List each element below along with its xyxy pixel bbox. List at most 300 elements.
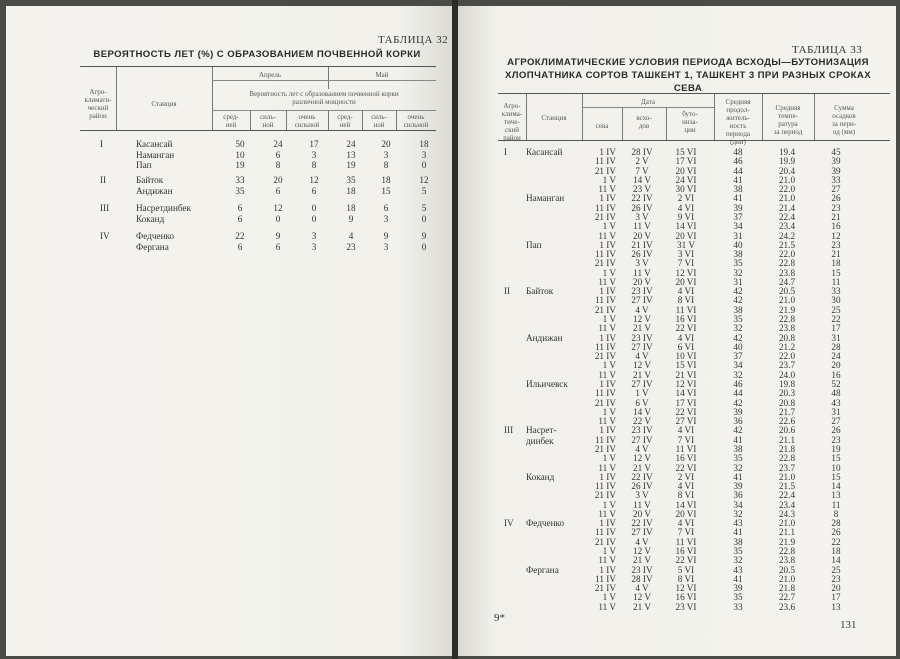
value-cell: 17 [309,139,319,149]
table-cell: 23.7 [778,360,796,371]
table-cell: 41 [733,527,743,538]
table-cell: 31 [733,230,743,241]
station-name: Насрет- динбек [526,425,557,447]
value-cell: 8 [275,160,281,170]
table-cell: 31 [831,332,841,343]
table-cell: 36 [733,490,743,501]
table-cell: 1 IV [599,518,616,529]
table-cell: 12 VI [675,583,697,594]
header-duration: Средняя продол- житель- ность периода (дни) [725,98,751,146]
value-cell: 12 [309,175,319,185]
table-cell: 27 IV [631,341,653,352]
table-cell: 23 IV [631,332,653,343]
table-cell: 20.3 [778,388,796,399]
table-cell: 42 [733,425,743,436]
header-sub-5: силь- ной [371,113,387,129]
table-cell: 11 V [633,221,651,232]
table-cell: 14 VI [675,499,697,510]
table-cell: 20 V [633,508,651,519]
region-label: I [100,139,104,149]
table-32-top-rule [80,66,436,67]
table-33-top-rule [498,93,890,94]
table-cell: 22.8 [778,546,796,557]
table-cell: 11 IV [595,481,616,492]
table-cell: 22.4 [778,211,796,222]
table-cell: 1 IV [599,379,616,389]
table-32-header-rule [80,130,436,131]
table-cell: 1 V [602,592,616,603]
station-name: Ильичевск [526,379,568,389]
station-name: Пап [136,160,152,170]
table-cell: 21 V [633,555,651,566]
table-cell: 27 IV [631,379,653,389]
table-cell: 12 VI [675,267,697,278]
table-cell: 11 IV [595,527,616,538]
table-cell: 22.8 [778,258,796,269]
table-cell: 21 V [633,462,651,473]
table-cell: 7 V [635,165,649,176]
table-cell: 21 IV [594,397,616,408]
table-cell: 43 [733,518,743,529]
table-cell: 41 [733,434,743,445]
station-name: Федченко [136,231,175,241]
table-cell: 3 V [635,211,649,222]
value-cell: 9 [383,231,389,241]
value-cell: 3 [421,149,427,160]
table-cell: 16 [831,221,841,232]
header-region: Агро- клима- тиче- ский район [501,102,523,142]
value-cell: 8 [311,160,317,170]
value-cell: 18 [381,175,391,185]
table-cell: 30 VI [675,184,697,195]
table-cell: 34 [733,221,743,232]
table-cell: 20 V [633,276,651,287]
header-sub-3: очень сильной [294,113,320,129]
value-cell: 24 [346,139,356,149]
value-cell: 19 [346,160,356,170]
table-cell: 1 IV [599,425,616,436]
table-cell: 21 IV [631,239,653,250]
value-cell: 12 [273,203,283,213]
table-cell: 24.2 [778,230,796,241]
table-cell: 11 IV [595,156,616,167]
table-cell: 21 IV [594,211,616,222]
table-cell: 21.1 [778,434,796,445]
table-cell: 11 IV [595,341,616,352]
table-cell: 1 V [602,546,616,557]
table-cell: 14 V [633,174,651,185]
table-cell: 21.9 [778,304,796,315]
table-cell: 33 [733,601,743,612]
page-number: 131 [840,619,857,631]
value-cell: 35 [235,185,245,196]
table-cell: 21 IV [594,490,616,501]
table-cell: 27 VI [675,416,697,427]
station-name: Насретдинбек [136,203,191,213]
table-cell: 21.8 [778,443,796,454]
value-cell: 23 [346,241,356,252]
table-cell: 25 [831,564,841,575]
table-cell: 14 V [633,406,651,417]
table-cell: 20 [831,583,841,594]
header-sub-2: силь- ной [260,113,276,129]
table-cell: 21 V [633,601,651,612]
table-cell: 21 IV [594,258,616,269]
value-cell: 9 [348,213,354,224]
table-cell: 22.8 [778,453,796,464]
header-date: Дата [641,98,655,106]
table-cell: 11 V [633,267,651,278]
table-cell: 22.0 [778,351,796,362]
table-cell: 32 [733,555,743,566]
table-cell: 16 VI [675,314,697,325]
table-cell: 35 [733,453,743,464]
table-cell: 17 VI [675,397,697,408]
left-page [6,6,452,656]
value-cell: 5 [421,185,427,196]
table-cell: 1 V [602,174,616,185]
table-cell: 4 VI [677,202,695,213]
table-cell: 42 [733,295,743,306]
value-cell: 0 [311,213,317,224]
table-cell: 14 [831,481,841,492]
table-cell: 13 [831,490,841,501]
value-cell: 33 [235,175,245,185]
table-cell: 20 VI [675,230,697,241]
table-cell: 23.8 [778,555,796,566]
table-cell: 38 [733,184,743,195]
table-32-title: ВЕРОЯТНОСТЬ ЛЕТ (%) С ОБРАЗОВАНИЕМ ПОЧВЕННОЙ КОРКИ [93,49,421,60]
header-station: Станция [541,114,567,122]
table-cell: 7 VI [677,527,695,538]
table-cell: 26 IV [631,249,653,260]
table-cell: 37 [733,211,743,222]
table-cell: 24.3 [778,508,796,519]
table-cell: 46 [733,156,743,167]
table-cell: 23.6 [778,601,796,612]
region-label: II [100,175,107,185]
table-cell: 20.8 [778,397,796,408]
table-cell: 11 IV [595,434,616,445]
table-cell: 17 [831,592,841,603]
value-cell: 13 [346,149,356,160]
table-cell: 27 IV [631,434,653,445]
table-cell: 21.8 [778,583,796,594]
table-cell: 8 VI [677,295,695,306]
table-cell: 1 V [602,267,616,278]
table-cell: 22 VI [675,406,697,417]
table-cell: 24.0 [778,369,796,380]
table-cell: 22 IV [631,518,653,529]
table-cell: 22 [831,314,841,325]
value-cell: 18 [346,185,356,196]
station-name: Фергана [136,241,169,252]
table-cell: 18 [831,258,841,269]
table-cell: 12 V [633,592,651,603]
header-sub-6: очень сильной [403,113,429,129]
table-cell: 23 [831,202,841,213]
station-name: Наманган [526,193,565,204]
table-cell: 11 V [598,462,616,473]
region-label: IV [504,518,514,529]
value-cell: 6 [275,241,281,252]
header-station: Станция [151,100,177,108]
table-cell: 4 VI [677,481,695,492]
value-cell: 0 [311,203,317,213]
table-cell: 23.4 [778,499,796,510]
table-cell: 45 [831,147,841,157]
table-cell: 21.5 [778,239,796,250]
table-cell: 21 IV [594,443,616,454]
station-name: Фергана [526,564,559,575]
table-cell: 22.0 [778,249,796,260]
table-cell: 21 V [633,369,651,380]
table-cell: 46 [733,379,743,389]
table-cell: 11 [831,276,841,287]
table-cell: 22.8 [778,314,796,325]
table-cell: 27 IV [631,527,653,538]
table-cell: 28 [831,341,841,352]
table-cell: 28 IV [631,573,653,584]
table-cell: 10 [831,462,841,473]
header-sowing: сева [595,122,609,130]
region-label: IV [100,231,110,241]
table-cell: 7 VI [677,434,695,445]
value-cell: 15 [381,185,391,196]
station-name: Касансай [526,147,563,157]
value-cell: 12 [419,175,429,185]
table-cell: 32 [733,369,743,380]
value-cell: 22 [235,231,245,241]
table-cell: 4 VI [677,286,695,297]
table-cell: 39 [733,583,743,594]
table-cell: 1 V [602,406,616,417]
table-cell: 23 [831,239,841,250]
table-cell: 20.5 [778,564,796,575]
value-cell: 3 [311,231,317,241]
table-cell: 22.4 [778,490,796,501]
table-cell: 11 V [598,555,616,566]
table-cell: 33 [831,174,841,185]
table-cell: 1 V [635,388,649,399]
table-cell: 27 IV [631,295,653,306]
table-cell: 20.8 [778,332,796,343]
table-cell: 25 [831,304,841,315]
station-name: Байток [526,286,554,297]
table-cell: 24 [831,351,841,362]
table-cell: 12 VI [675,379,697,389]
table-cell: 27 [831,416,841,427]
table-cell: 22 IV [631,193,653,204]
value-cell: 50 [235,139,245,149]
table-cell: 21.0 [778,573,796,584]
table-cell: 17 VI [675,156,697,167]
table-cell: 21.0 [778,295,796,306]
header-precipitation: Сумма осадков за пери- од (мм) [831,104,857,136]
table-cell: 21 IV [594,165,616,176]
table-cell: 4 VI [677,425,695,436]
table-cell: 11 IV [595,295,616,306]
value-cell: 0 [421,241,427,252]
table-cell: 15 [831,471,841,482]
table-cell: 18 [831,546,841,557]
table-cell: 23 VI [675,601,697,612]
table-cell: 11 IV [595,388,616,399]
table-cell: 42 [733,397,743,408]
table-cell: 20 VI [675,276,697,287]
table-cell: 22 VI [675,555,697,566]
table-cell: 34 [733,360,743,371]
table-cell: 8 VI [677,573,695,584]
table-cell: 11 IV [595,202,616,213]
table-cell: 3 V [635,490,649,501]
table-cell: 3 VI [677,249,695,260]
table-cell: 11 VI [675,536,697,547]
table-cell: 38 [733,304,743,315]
right-page [458,6,896,656]
table-cell: 21.9 [778,536,796,547]
table-cell: 12 V [633,360,651,371]
table-cell: 19 [831,443,841,454]
table-cell: 19.4 [778,147,796,157]
table-cell: 19.8 [778,379,796,389]
region-label: III [100,203,110,213]
region-label: II [504,286,511,297]
table-cell: 20.6 [778,425,796,436]
value-cell: 9 [275,231,281,241]
header-budding: буто- низа- ции [682,110,698,134]
table-cell: 17 [831,323,841,334]
table-cell: 1 IV [599,332,616,343]
table-cell: 21.5 [778,481,796,492]
table-cell: 42 [733,286,743,297]
table-cell: 11 V [598,184,616,195]
table-cell: 1 IV [599,239,616,250]
table-cell: 26 IV [631,481,653,492]
table-cell: 28 IV [631,147,653,157]
table-cell: 4 VI [677,518,695,529]
table-cell: 21.0 [778,174,796,185]
station-name: Федченко [526,518,565,529]
table-cell: 30 [831,295,841,306]
header-emergence: всхо- дов [636,114,652,130]
table-cell: 21.0 [778,471,796,482]
station-name: Касансай [136,139,173,149]
table-cell: 21 IV [594,304,616,315]
value-cell: 6 [275,185,281,196]
table-cell: 11 IV [595,249,616,260]
table-cell: 3 V [635,258,649,269]
table-cell: 48 [831,388,841,399]
table-cell: 26 [831,193,841,204]
header-sub-1: сред- ней [223,113,239,129]
table-cell: 23 IV [631,425,653,436]
table-cell: 9 VI [677,211,695,222]
table-cell: 32 [733,323,743,334]
value-cell: 9 [421,231,427,241]
value-cell: 0 [421,213,427,224]
table-cell: 1 IV [599,286,616,297]
table-cell: 11 V [598,369,616,380]
table-cell: 36 [733,416,743,427]
table-cell: 20 V [633,230,651,241]
table-cell: 27 [831,184,841,195]
table-cell: 20 VI [675,508,697,519]
table-cell: 12 [831,230,841,241]
table-cell: 39 [733,406,743,417]
table-cell: 39 [733,481,743,492]
region-label: I [504,147,508,157]
table-cell: 16 VI [675,592,697,603]
table-cell: 35 [733,592,743,603]
table-cell: 16 VI [675,546,697,557]
table-cell: 20 [831,360,841,371]
table-cell: 40 [733,341,743,352]
value-cell: 3 [383,149,389,160]
table-cell: 52 [831,379,841,389]
table-cell: 41 [733,471,743,482]
station-name: Байток [136,175,164,185]
table-cell: 11 V [598,323,616,334]
table-cell: 32 [733,267,743,278]
table-cell: 11 [831,499,841,510]
header-sub-4: сред- ней [337,113,353,129]
value-cell: 35 [346,175,356,185]
value-cell: 8 [383,160,389,170]
table-cell: 11 V [633,499,651,510]
table-cell: 38 [733,443,743,454]
table-cell: 44 [733,388,743,399]
table-cell: 40 [733,239,743,250]
table-cell: 42 [733,332,743,343]
table-cell: 11 V [598,416,616,427]
table-cell: 1 V [602,360,616,371]
value-cell: 6 [275,149,281,160]
table-cell: 23.8 [778,267,796,278]
header-may: Май [375,71,389,79]
table-cell: 35 [733,546,743,557]
value-cell: 3 [383,241,389,252]
table-cell: 23.8 [778,323,796,334]
table-cell: 1 V [602,314,616,325]
table-cell: 32 [733,508,743,519]
table-cell: 22.7 [778,592,796,603]
table-cell: 4 V [635,583,649,594]
table-cell: 12 V [633,314,651,325]
region-label: III [504,425,514,436]
table-cell: 43 [831,397,841,408]
table-cell: 4 V [635,304,649,315]
header-april: Апрель [258,71,282,79]
table-cell: 21 IV [594,583,616,594]
table-cell: 11 IV [595,573,616,584]
table-cell: 13 [831,601,841,612]
value-cell: 6 [237,241,243,252]
table-cell: 11 V [598,276,616,287]
table-cell: 39 [733,202,743,213]
value-cell: 6 [237,213,243,224]
table-cell: 28 [831,518,841,529]
value-cell: 0 [421,160,427,170]
value-cell: 3 [383,213,389,224]
value-cell: 6 [383,203,389,213]
table-cell: 31 V [677,239,695,250]
table-cell: 20.4 [778,165,796,176]
table-cell: 11 VI [675,304,697,315]
header-probability: Вероятность лет с образованием почвенной корки различной мощности [249,90,399,106]
table-cell: 14 [831,555,841,566]
table-cell: 14 VI [675,221,697,232]
